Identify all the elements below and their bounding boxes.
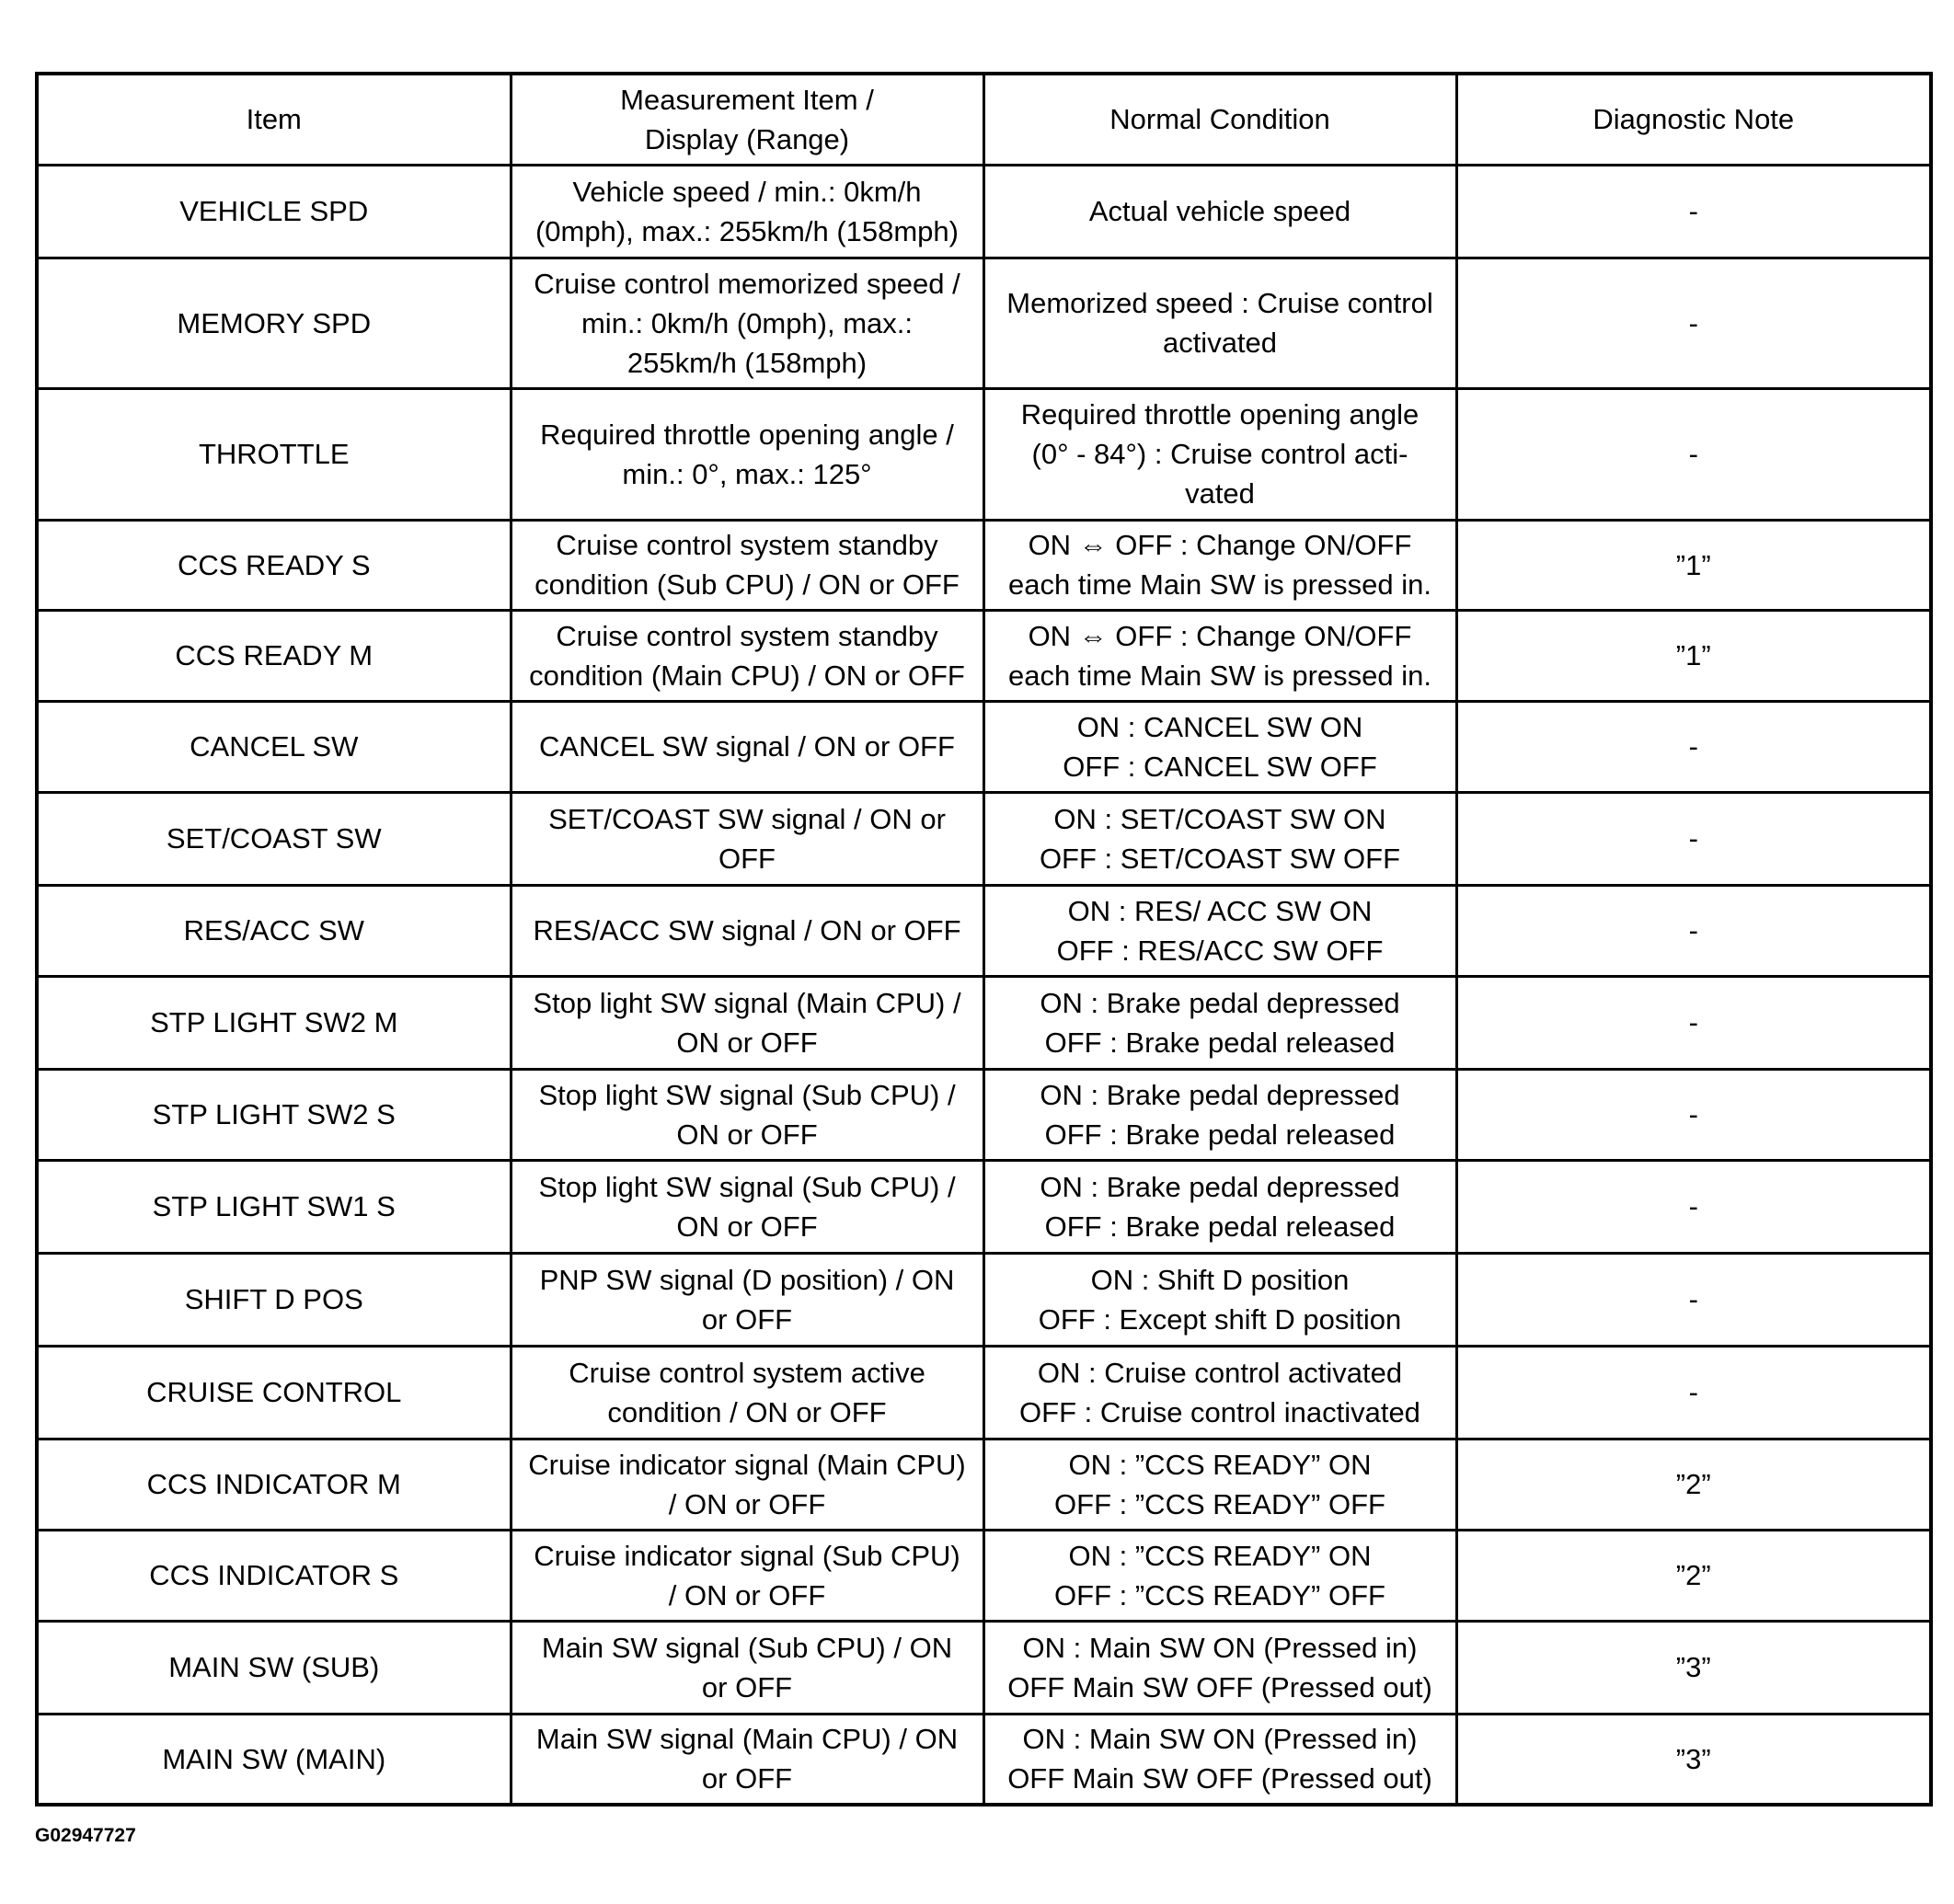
cell-normal-condition: ON : Shift D position OFF : Except shift D position <box>983 1253 1456 1346</box>
cell-item: SHIFT D POS <box>37 1253 511 1346</box>
cell-item: STP LIGHT SW1 S <box>37 1160 511 1253</box>
cell-measurement: SET/COAST SW signal / ON or OFF <box>511 792 983 885</box>
cell-diagnostic-note: - <box>1456 165 1931 258</box>
cell-normal-condition: ON : Main SW ON (Pressed in) OFF Main SW OFF (Pressed out) <box>983 1714 1456 1805</box>
table-row <box>37 792 1931 885</box>
table-row <box>37 520 1931 610</box>
table-row <box>37 1621 1931 1714</box>
cell-diagnostic-note: ”2” <box>1456 1530 1931 1621</box>
table-row <box>37 1253 1931 1346</box>
cell-diagnostic-note: - <box>1456 258 1931 388</box>
table-row <box>37 165 1931 258</box>
cell-diagnostic-note: - <box>1456 885 1931 976</box>
cell-diagnostic-note: ”2” <box>1456 1439 1931 1530</box>
cell-normal-condition: ON : Brake pedal depressed OFF : Brake pedal released <box>983 1160 1456 1253</box>
table-row <box>37 701 1931 792</box>
cell-item: CANCEL SW <box>37 701 511 792</box>
cell-measurement: Cruise indicator signal (Main CPU) / ON or OFF <box>511 1439 983 1530</box>
cell-normal-condition: ON ⇔ OFF : Change ON/OFF each time Main SW is pressed in. <box>983 610 1456 701</box>
cell-measurement: RES/ACC SW signal / ON or OFF <box>511 885 983 976</box>
cell-item: MEMORY SPD <box>37 258 511 388</box>
table-row <box>37 1160 1931 1253</box>
cell-diagnostic-note: - <box>1456 1253 1931 1346</box>
header-diagnostic-note: Diagnostic Note <box>1456 74 1931 165</box>
table-row <box>37 610 1931 701</box>
cell-item: CRUISE CONTROL <box>37 1346 511 1439</box>
cell-normal-condition: ON : RES/ ACC SW ON OFF : RES/ACC SW OFF <box>983 885 1456 976</box>
cell-measurement: Required throttle opening angle / min.: 0°, max.: 125° <box>511 388 983 520</box>
cell-normal-condition: ON : SET/COAST SW ON OFF : SET/COAST SW OFF <box>983 792 1456 885</box>
cell-measurement: Cruise control system active condition / ON or OFF <box>511 1346 983 1439</box>
header-normal-condition: Normal Condition <box>983 74 1456 165</box>
table-row <box>37 388 1931 520</box>
cell-normal-condition: Required throttle opening angle (0° - 84°) : Cruise control acti- vated <box>983 388 1456 520</box>
cell-normal-condition: ON : Cruise control activated OFF : Cruise control inactivated <box>983 1346 1456 1439</box>
cell-measurement: Stop light SW signal (Sub CPU) / ON or OFF <box>511 1160 983 1253</box>
diagnostic-data-table <box>35 72 1933 1807</box>
cell-measurement: PNP SW signal (D position) / ON or OFF <box>511 1253 983 1346</box>
table-row <box>37 1346 1931 1439</box>
table-row <box>37 976 1931 1069</box>
cell-diagnostic-note: ”1” <box>1456 610 1931 701</box>
cell-diagnostic-note: - <box>1456 1069 1931 1160</box>
table-row <box>37 1714 1931 1805</box>
cell-item: SET/COAST SW <box>37 792 511 885</box>
cell-measurement: CANCEL SW signal / ON or OFF <box>511 701 983 792</box>
cell-measurement: Vehicle speed / min.: 0km/h (0mph), max.: 255km/h (158mph) <box>511 165 983 258</box>
cell-item: STP LIGHT SW2 S <box>37 1069 511 1160</box>
table-row <box>37 1530 1931 1621</box>
cell-item: MAIN SW (SUB) <box>37 1621 511 1714</box>
cell-measurement: Cruise indicator signal (Sub CPU) / ON or OFF <box>511 1530 983 1621</box>
cell-measurement: Cruise control memorized speed / min.: 0km/h (0mph), max.: 255km/h (158mph) <box>511 258 983 388</box>
cell-diagnostic-note: ”3” <box>1456 1621 1931 1714</box>
cell-item: STP LIGHT SW2 M <box>37 976 511 1069</box>
cell-diagnostic-note: - <box>1456 701 1931 792</box>
cell-normal-condition: ON : Brake pedal depressed OFF : Brake pedal released <box>983 976 1456 1069</box>
cell-normal-condition: ON : Main SW ON (Pressed in) OFF Main SW OFF (Pressed out) <box>983 1621 1456 1714</box>
cell-measurement: Cruise control system standby condition (Sub CPU) / ON or OFF <box>511 520 983 610</box>
table-row <box>37 1439 1931 1530</box>
table-row <box>37 1069 1931 1160</box>
cell-item: THROTTLE <box>37 388 511 520</box>
cell-diagnostic-note: - <box>1456 388 1931 520</box>
cell-measurement: Main SW signal (Main CPU) / ON or OFF <box>511 1714 983 1805</box>
cell-normal-condition: ON : ”CCS READY” ON OFF : ”CCS READY” OFF <box>983 1530 1456 1621</box>
cell-item: CCS READY M <box>37 610 511 701</box>
cell-normal-condition: ON ⇔ OFF : Change ON/OFF each time Main SW is pressed in. <box>983 520 1456 610</box>
cell-item: CCS READY S <box>37 520 511 610</box>
table-row <box>37 258 1931 388</box>
cell-item: CCS INDICATOR S <box>37 1530 511 1621</box>
cell-item: MAIN SW (MAIN) <box>37 1714 511 1805</box>
cell-diagnostic-note: - <box>1456 1160 1931 1253</box>
cell-diagnostic-note: - <box>1456 1346 1931 1439</box>
cell-normal-condition: ON : CANCEL SW ON OFF : CANCEL SW OFF <box>983 701 1456 792</box>
cell-measurement: Cruise control system standby condition (Main CPU) / ON or OFF <box>511 610 983 701</box>
figure-id: G02947727 <box>35 1825 136 1846</box>
cell-normal-condition: Memorized speed : Cruise control activated <box>983 258 1456 388</box>
cell-measurement: Main SW signal (Sub CPU) / ON or OFF <box>511 1621 983 1714</box>
cell-measurement: Stop light SW signal (Main CPU) / ON or OFF <box>511 976 983 1069</box>
cell-diagnostic-note: - <box>1456 792 1931 885</box>
table-header-row <box>37 74 1931 165</box>
header-item: Item <box>37 74 511 165</box>
header-measurement: Measurement Item / Display (Range) <box>511 74 983 165</box>
cell-item: VEHICLE SPD <box>37 165 511 258</box>
cell-normal-condition: ON : Brake pedal depressed OFF : Brake pedal released <box>983 1069 1456 1160</box>
cell-measurement: Stop light SW signal (Sub CPU) / ON or OFF <box>511 1069 983 1160</box>
cell-normal-condition: Actual vehicle speed <box>983 165 1456 258</box>
cell-diagnostic-note: ”1” <box>1456 520 1931 610</box>
cell-diagnostic-note: - <box>1456 976 1931 1069</box>
cell-diagnostic-note: ”3” <box>1456 1714 1931 1805</box>
cell-item: CCS INDICATOR M <box>37 1439 511 1530</box>
table-row <box>37 885 1931 976</box>
cell-item: RES/ACC SW <box>37 885 511 976</box>
cell-normal-condition: ON : ”CCS READY” ON OFF : ”CCS READY” OFF <box>983 1439 1456 1530</box>
